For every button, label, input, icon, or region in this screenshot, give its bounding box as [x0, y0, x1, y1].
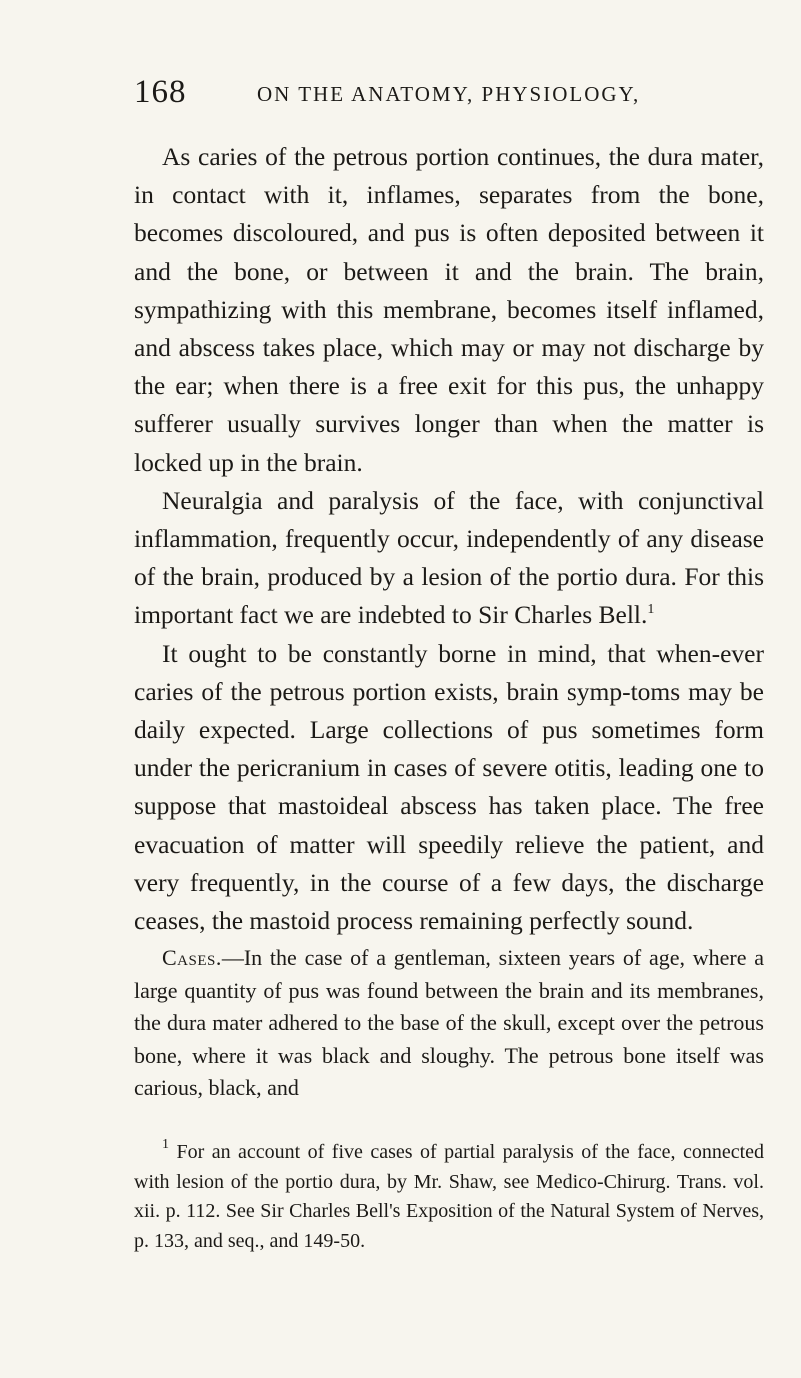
paragraph-2-text: Neuralgia and paralysis of the face, with conjunctival inflammation, frequently occur, independently of any disease of the brain, produced by a lesion of the portio dura. For this important fact we are indebted to Sir Charles Bell.: [134, 485, 764, 630]
paragraph-1: As caries of the petrous portion continues, the dura mater, in contact with it, inflames, separates from the bone, becomes discoloured, and pus is often deposited between it and the bone, or between it and the brain. The brain, sympathizing with this membrane, becomes itself inflamed, and abscess takes place, which may or may not discharge by the ear; when there is a free exit for this pus, the unhappy sufferer usually survives longer than when the matter is locked up in the brain.: [134, 142, 764, 477]
cases-section: [134, 942, 764, 1105]
main-text: [134, 138, 764, 940]
page-number: 168: [134, 74, 187, 110]
footnote-marker: 1: [162, 1137, 169, 1152]
footnote: [134, 1138, 764, 1256]
running-head: ON THE ANATOMY, PHYSIOLOGY,: [257, 82, 641, 106]
cases-paragraph: [134, 942, 764, 1105]
cases-label: Cases.: [162, 945, 222, 970]
footnote-reference[interactable]: 1: [647, 602, 655, 618]
footnotes: [134, 1138, 764, 1256]
paragraph-2: [134, 482, 764, 635]
footnote-text: For an account of five cases of partial paralysis of the face, connected with lesion of the portio dura, by Mr. Shaw, see Medico-Chirurg. Trans. vol. xii. p. 112. See Sir Charles Bell's Exposition of the Natural System of Nerves, p. 133, and seq., and 149-50.: [134, 1141, 765, 1252]
cases-text: —In the case of a gentleman, sixteen years of age, where a large quantity of pus was found between the brain and its membranes, the dura mater adhered to the base of the skull, except over the petrous bone, where it was black and sloughy. The petrous bone itself was carious, black, and: [134, 945, 764, 1100]
page-header: [134, 74, 694, 114]
paragraph-3: It ought to be constantly borne in mind, that when-ever caries of the petrous portion exists, brain symp-toms may be daily expected. Large collections of pus sometimes form under the pericranium in cases of severe otitis, leading one to suppose that mastoideal abscess has taken place. The free evacuation of matter will speedily relieve the patient, and very frequently, in the course of a few days, the discharge ceases, the mastoid process remaining perfectly sound.: [134, 638, 764, 936]
